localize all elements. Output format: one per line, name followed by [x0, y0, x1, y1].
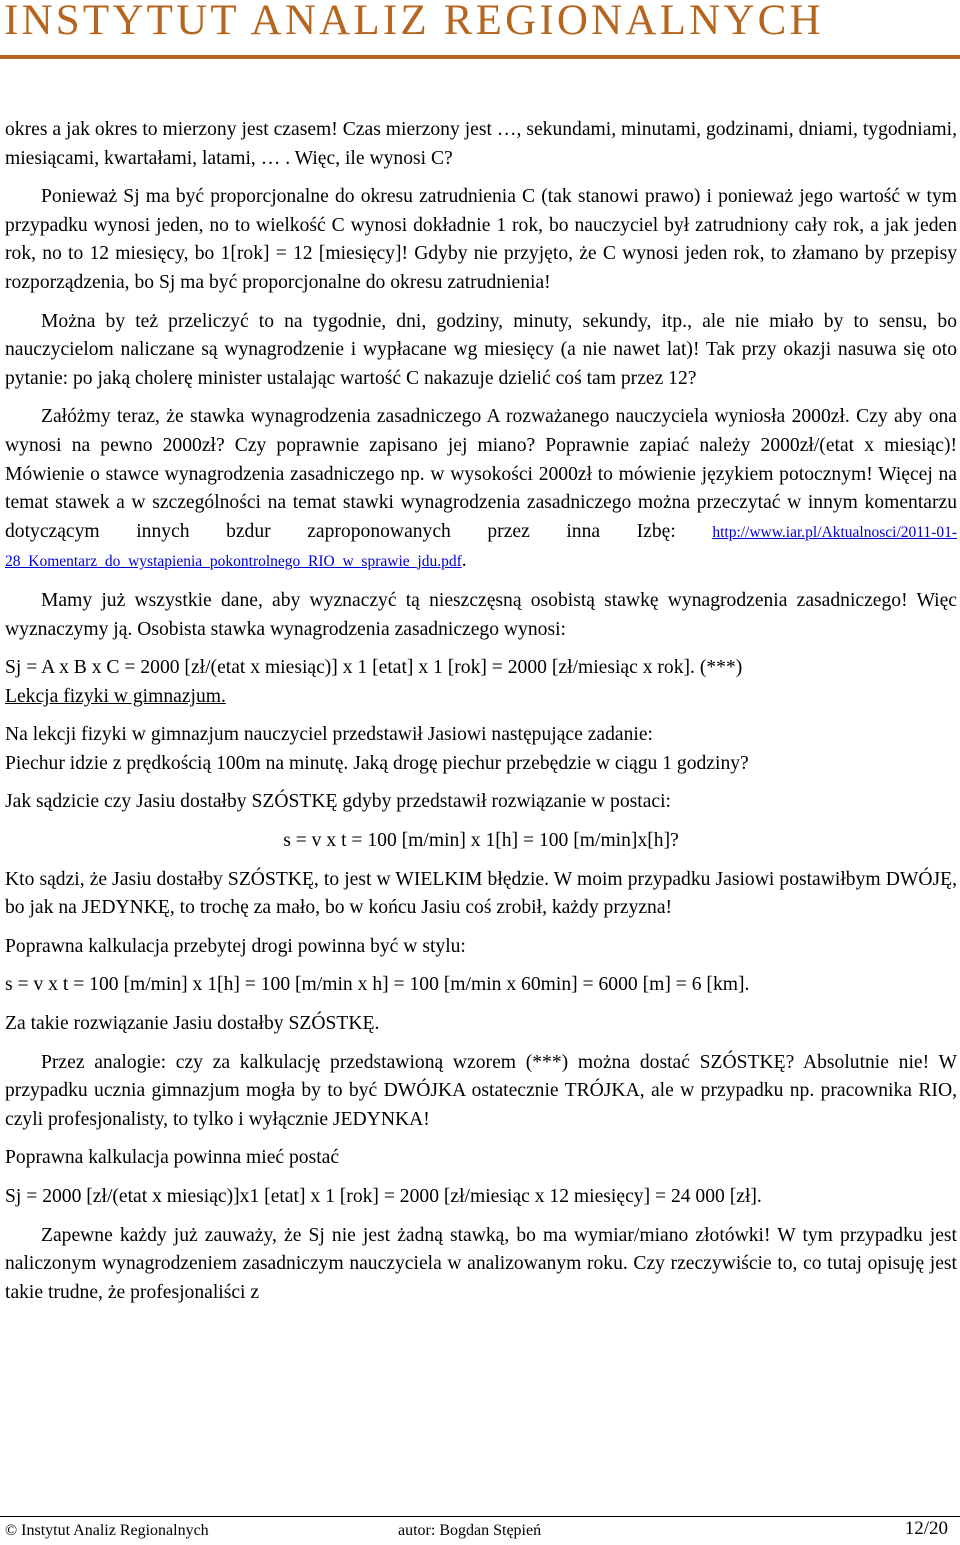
paragraph-8: Kto sądzi, że Jasiu dostałby SZÓSTKĘ, to jest w WIELKIM błędzie. W moim przypadku Jasiowi postawiłbym DWÓJĘ, bo jak na JEDYNKĘ, to trochę za mało, bo w końcu Jasiu coś zrobił, każdy przyzna! [5, 868, 957, 919]
paragraph-12: Poprawna kalkulacja powinna mieć postać [5, 1147, 340, 1169]
page-footer [0, 1514, 960, 1545]
paragraph-4: Załóżmy teraz, że stawka wynagrodzenia zasadniczego A rozważanego nauczyciela wyniosła 2000zł. Czy aby ona wynosi na pewno 2000zł? Czy poprawnie zapisano jej miano? Poprawnie zapiać należy 2000zł/(etat x miesiąc)! Mówienie o stawce wynagrodzenia zasadniczego np. w wysokości 2000zł to mówienie językiem potocznym! Więcej na temat stawek a w szczególności na temat stawki wynagrodzenia zasadniczego można przeczytać w innym komentarzu dotyczącym innych bzdur zaproponowanych przez inna Izbę: http://www.iar.pl/Aktualnosci/2011-01-28_Komentarz_do_wystapienia_pokontrolnego_RIO_w_sprawie_jdu.pdf. [5, 406, 957, 572]
paragraph-6a: Na lekcji fizyki w gimnazjum nauczyciel przedstawił Jasiowi następujące zadanie: [5, 724, 653, 746]
paragraph-11: Przez analogie: czy za kalkulację przedstawioną wzorem (***) można dostać SZÓSTKĘ? Absolutnie nie! W przypadku ucznia gimnazjum mogła by to być DWÓJKA ostatecznie TRÓJKA, ale w przypadku np. pracownika RIO, czyli profesjonalisty, to tylko i wyłącznie JEDYNKA! [5, 1051, 957, 1130]
page-number: 12/20 [904, 1518, 948, 1539]
footer-copyright: © Instytut Analiz Regionalnych [5, 1522, 209, 1539]
document-body [5, 116, 957, 1307]
formula-jas-correct: s = v x t = 100 [m/min] x 1[h] = 100 [m/min x h] = 100 [m/min x 60min] = 6000 [m] = 6 [km]. [5, 974, 750, 996]
footer-author: autor: Bogdan Stępień [398, 1522, 542, 1539]
physics-heading: Lekcja fizyki w gimnazjum. [5, 685, 226, 707]
header-title: INSTYTUT ANALIZ REGIONALNYCH [4, 0, 824, 44]
page-header [0, 0, 960, 64]
footer-rule [0, 1516, 960, 1517]
paragraph-5: Mamy już wszystkie dane, aby wyznaczyć tą nieszczęsną osobistą stawkę wynagrodzenia zasadniczego! Więc wyznaczymy ją. Osobista stawka wynagrodzenia zasadniczego wynosi: [5, 589, 957, 640]
formula-jas-wrong: s = v x t = 100 [m/min] x 1[h] = 100 [m/min]x[h]? [283, 830, 679, 852]
formula-personal-rate: Sj = A x B x C = 2000 [zł/(etat x miesiąc)] x 1 [etat] x 1 [rok] = 2000 [zł/miesiąc x rok]. (***) [5, 657, 743, 679]
paragraph-13: Zapewne każdy już zauważy, że Sj nie jest żadną stawką, bo ma wymiar/miano złotówki! W tym przypadku jest naliczonym wynagrodzeniem zasadniczym nauczyciela w analizowanym roku. Czy rzeczywiście to, co tutaj opisuję jest takie trudne, że profesjonaliści z [5, 1224, 957, 1303]
formula-correct-calculation: Sj = 2000 [zł/(etat x miesiąc)]x1 [etat] x 1 [rok] = 2000 [zł/miesiąc x 12 miesięcy] = 24 000 [zł]. [5, 1186, 762, 1207]
komentarz-link[interactable]: http://www.iar.pl/Aktualnosci/2011-01-28_Komentarz_do_wystapienia_pokontrolnego_RIO_w_sprawie_jdu.pdf [5, 523, 957, 571]
paragraph-7: Jak sądzicie czy Jasiu dostałby SZÓSTKĘ gdyby przedstawił rozwiązanie w postaci: [5, 791, 672, 813]
header-rule [0, 55, 960, 59]
paragraph-6b: Piechur idzie z prędkością 100m na minutę. Jaką drogę piechur przebędzie w ciągu 1 godziny? [5, 752, 749, 774]
paragraph-1: okres a jak okres to mierzony jest czasem! Czas mierzony jest …, sekundami, minutami, godzinami, dniami, tygodniami, miesiącami, kwartałami, latami, … . Więc, ile wynosi C? [5, 119, 957, 169]
paragraph-9: Poprawna kalkulacja przebytej drogi powinna być w stylu: [5, 935, 466, 957]
paragraph-4-text: Załóżmy teraz, że stawka wynagrodzenia zasadniczego A rozważanego nauczyciela wyniosła 2000zł. Czy aby ona wynosi na pewno 2000zł? Czy poprawnie zapisano jej miano? Poprawnie zapiać należy 2000zł/(etat x miesiąc)! Mówienie o stawce wynagrodzenia zasadniczego np. w wysokości 2000zł to mówienie językiem potocznym! Więcej na temat stawek a w szczególności na temat stawki wynagrodzenia zasadniczego można przeczytać w innym komentarzu dotyczącym innych bzdur zaproponowanych przez inna Izbę: [5, 406, 957, 542]
paragraph-2: Ponieważ Sj ma być proporcjonalne do okresu zatrudnienia C (tak stanowi prawo) i ponieważ jego wartość w tym przypadku wynosi jeden, no to wielkość C wynosi dokładnie 1 rok, bo nauczyciel był zatrudniony cały rok, a jak jeden rok, no to 12 miesięcy, bo 1[rok] = 12 [miesięcy]! Gdyby nie przyjęto, że C wynosi jeden rok, to złamano by przepisy rozporządzenia, bo Sj ma być proporcjonalne do okresu zatrudnienia! [5, 186, 957, 293]
paragraph-10: Za takie rozwiązanie Jasiu dostałby SZÓSTKĘ. [5, 1013, 380, 1035]
paragraph-3: Można by też przeliczyć to na tygodnie, dni, godziny, minuty, sekundy, itp., ale nie miało by to sensu, bo nauczycielom naliczane są wynagrodzenie i wypłacane wg miesięcy (a nie nawet lat)! Tak przy okazji nasuwa się oto pytanie: po jaką cholerę minister ustalając wartość C nakazuje dzielić coś tam przez 12? [5, 310, 957, 389]
